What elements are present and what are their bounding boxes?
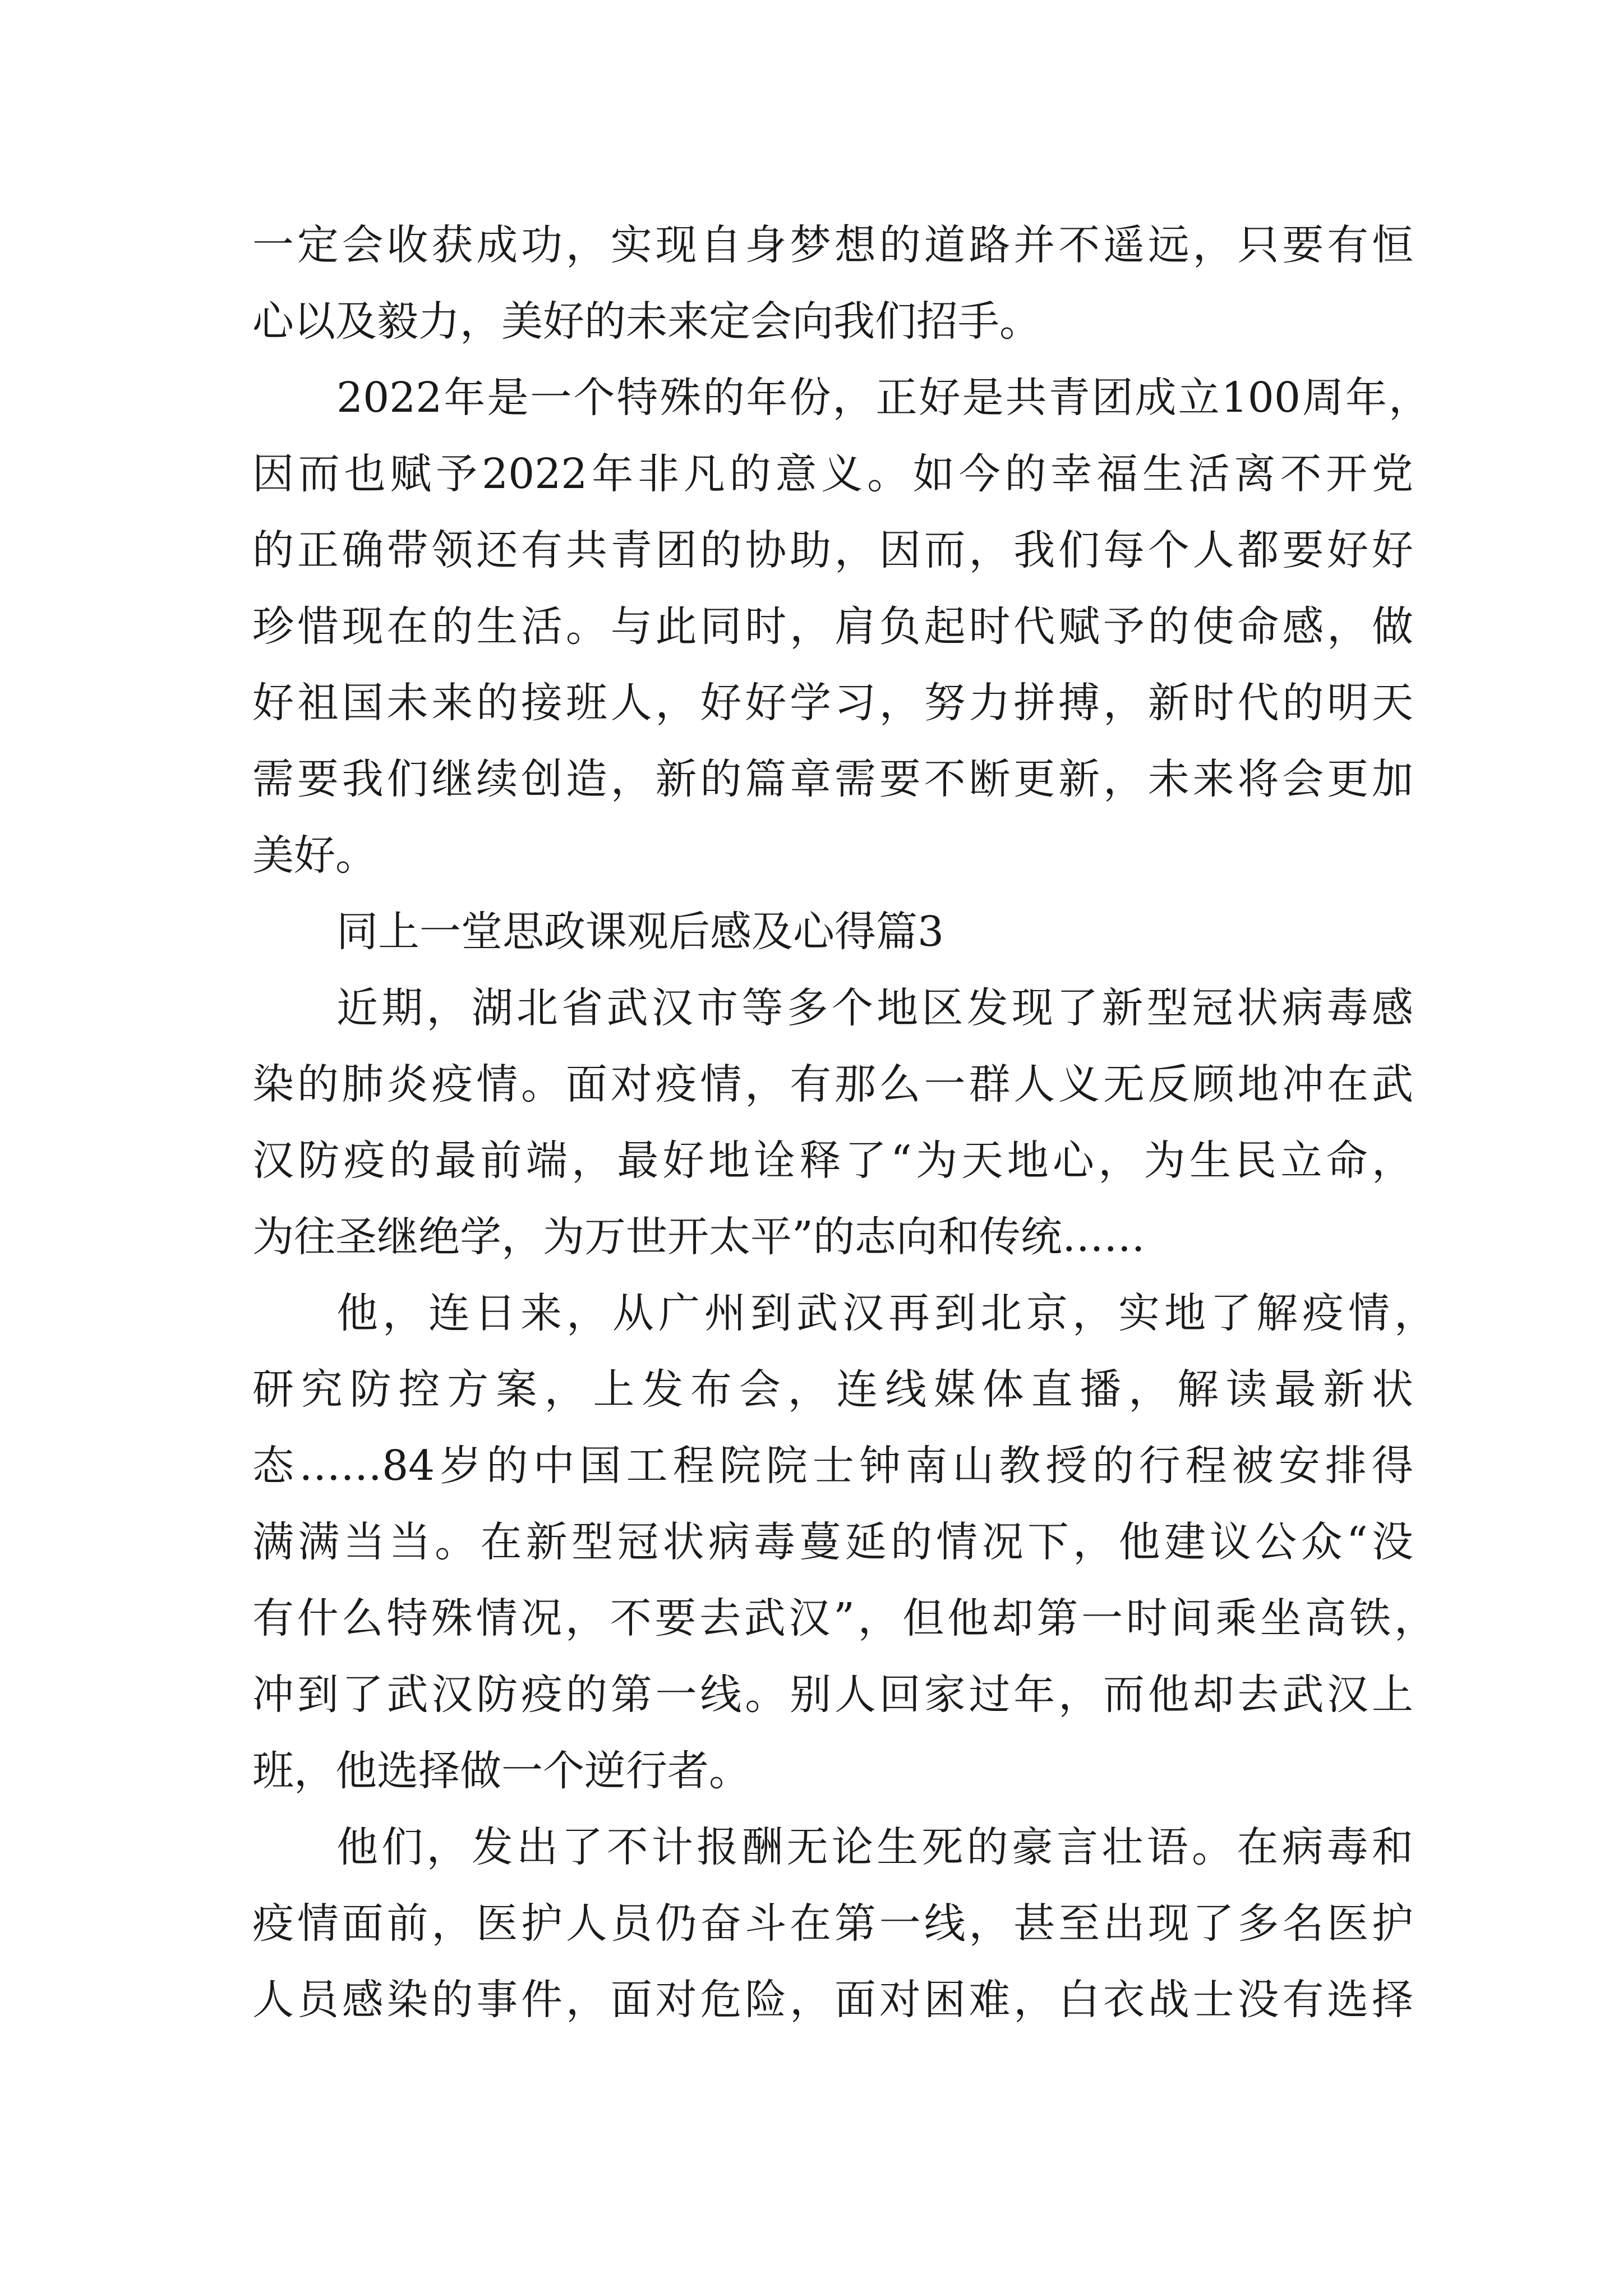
text-line: 他们，发出了不计报酬无论生死的豪言壮语。在病毒和 xyxy=(336,1823,1413,1871)
text-line: 汉防疫的最前端，最好地诠释了“为天地心，为生民立命， xyxy=(252,1137,1413,1185)
text-line: 一定会收获成功，实现自身梦想的道路并不遥远，只要有恒 xyxy=(252,221,1413,269)
text-line: 因而也赋予2022年非凡的意义。如今的幸福生活离不开党 xyxy=(252,450,1413,498)
text-line: 近期，湖北省武汉市等多个地区发现了新型冠状病毒感 xyxy=(336,984,1413,1032)
text-line: 班，他选择做一个逆行者。 xyxy=(252,1747,750,1795)
text-line: 好祖国未来的接班人，好好学习，努力拼搏，新时代的明天 xyxy=(252,679,1413,727)
text-line: 为往圣继绝学，为万世开太平”的志向和传统…… xyxy=(252,1213,1145,1261)
text-line: 心以及毅力，美好的未来定会向我们招手。 xyxy=(252,297,1041,346)
text-line: 有什么特殊情况，不要去武汉”，但他却第一时间乘坐高铁， xyxy=(252,1594,1436,1642)
text-line: 态……84岁的中国工程院院士钟南山教授的行程被安排得 xyxy=(252,1442,1413,1490)
text-line: 冲到了武汉防疫的第一线。别人回家过年，而他却去武汉上 xyxy=(252,1671,1413,1719)
text-line: 人员感染的事件，面对危险，面对困难，白衣战士没有选择 xyxy=(252,1976,1413,2024)
text-line: 染的肺炎疫情。面对疫情，有那么一群人义无反顾地冲在武 xyxy=(252,1060,1413,1108)
text-line: 满满当当。在新型冠状病毒蔓延的情况下，他建议公众“没 xyxy=(252,1518,1413,1566)
text-line: 研究防控方案，上发布会，连线媒体直播，解读最新状 xyxy=(252,1365,1413,1414)
text-line: 需要我们继续创造，新的篇章需要不断更新，未来将会更加 xyxy=(252,755,1413,803)
text-line: 他，连日来，从广州到武汉再到北京，实地了解疫情， xyxy=(336,1289,1436,1337)
text-line: 疫情面前，医护人员仍奋斗在第一线，甚至出现了多名医护 xyxy=(252,1899,1413,1948)
text-line: 珍惜现在的生活。与此同时，肩负起时代赋予的使命感，做 xyxy=(252,602,1413,651)
text-line: 2022年是一个特殊的年份，正好是共青团成立100周年， xyxy=(336,374,1430,422)
text-line: 美好。 xyxy=(252,831,377,880)
section-heading: 同上一堂思政课观后感及心得篇3 xyxy=(336,908,944,956)
text-line: 的正确带领还有共青团的协助，因而，我们每个人都要好好 xyxy=(252,526,1413,574)
